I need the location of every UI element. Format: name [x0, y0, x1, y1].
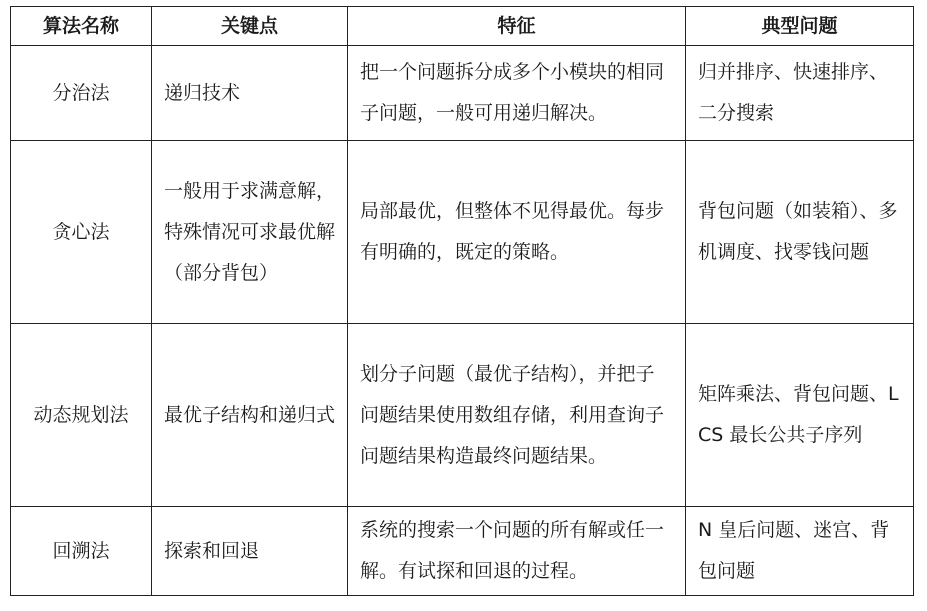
algorithm-name-cell: 回溯法: [11, 507, 152, 596]
table-row: [11, 46, 914, 141]
feature-cell: 把一个问题拆分成多个小模块的相同子问题，一般可用递归解决。: [348, 46, 686, 141]
typical-problems-cell: N 皇后问题、迷宫、背包问题: [686, 507, 914, 596]
table-header-row: [11, 7, 914, 46]
header-key-point: 关键点: [152, 7, 348, 46]
table-row: [11, 507, 914, 596]
header-algorithm-name: 算法名称: [11, 7, 152, 46]
key-point-cell: 最优子结构和递归式: [152, 324, 348, 507]
feature-cell: 划分子问题（最优子结构），并把子问题结果使用数组存储，利用查询子问题结果构造最终问题结果。: [348, 324, 686, 507]
algorithm-name-cell: 贪心法: [11, 141, 152, 324]
table-row: [11, 324, 914, 507]
header-feature: 特征: [348, 7, 686, 46]
typical-problems-cell: 归并排序、快速排序、二分搜索: [686, 46, 914, 141]
key-point-cell: 递归技术: [152, 46, 348, 141]
algorithm-name-cell: 分治法: [11, 46, 152, 141]
algorithm-table-container: [10, 6, 913, 596]
header-typical-problems: 典型问题: [686, 7, 914, 46]
feature-cell: 局部最优，但整体不见得最优。每步有明确的，既定的策略。: [348, 141, 686, 324]
algorithm-name-cell: 动态规划法: [11, 324, 152, 507]
typical-problems-cell: 矩阵乘法、背包问题、LCS 最长公共子序列: [686, 324, 914, 507]
key-point-cell: 一般用于求满意解，特殊情况可求最优解（部分背包）: [152, 141, 348, 324]
algorithm-comparison-table: [10, 6, 914, 596]
feature-cell: 系统的搜索一个问题的所有解或任一解。有试探和回退的过程。: [348, 507, 686, 596]
typical-problems-cell: 背包问题（如装箱）、多机调度、找零钱问题: [686, 141, 914, 324]
table-row: [11, 141, 914, 324]
key-point-cell: 探索和回退: [152, 507, 348, 596]
